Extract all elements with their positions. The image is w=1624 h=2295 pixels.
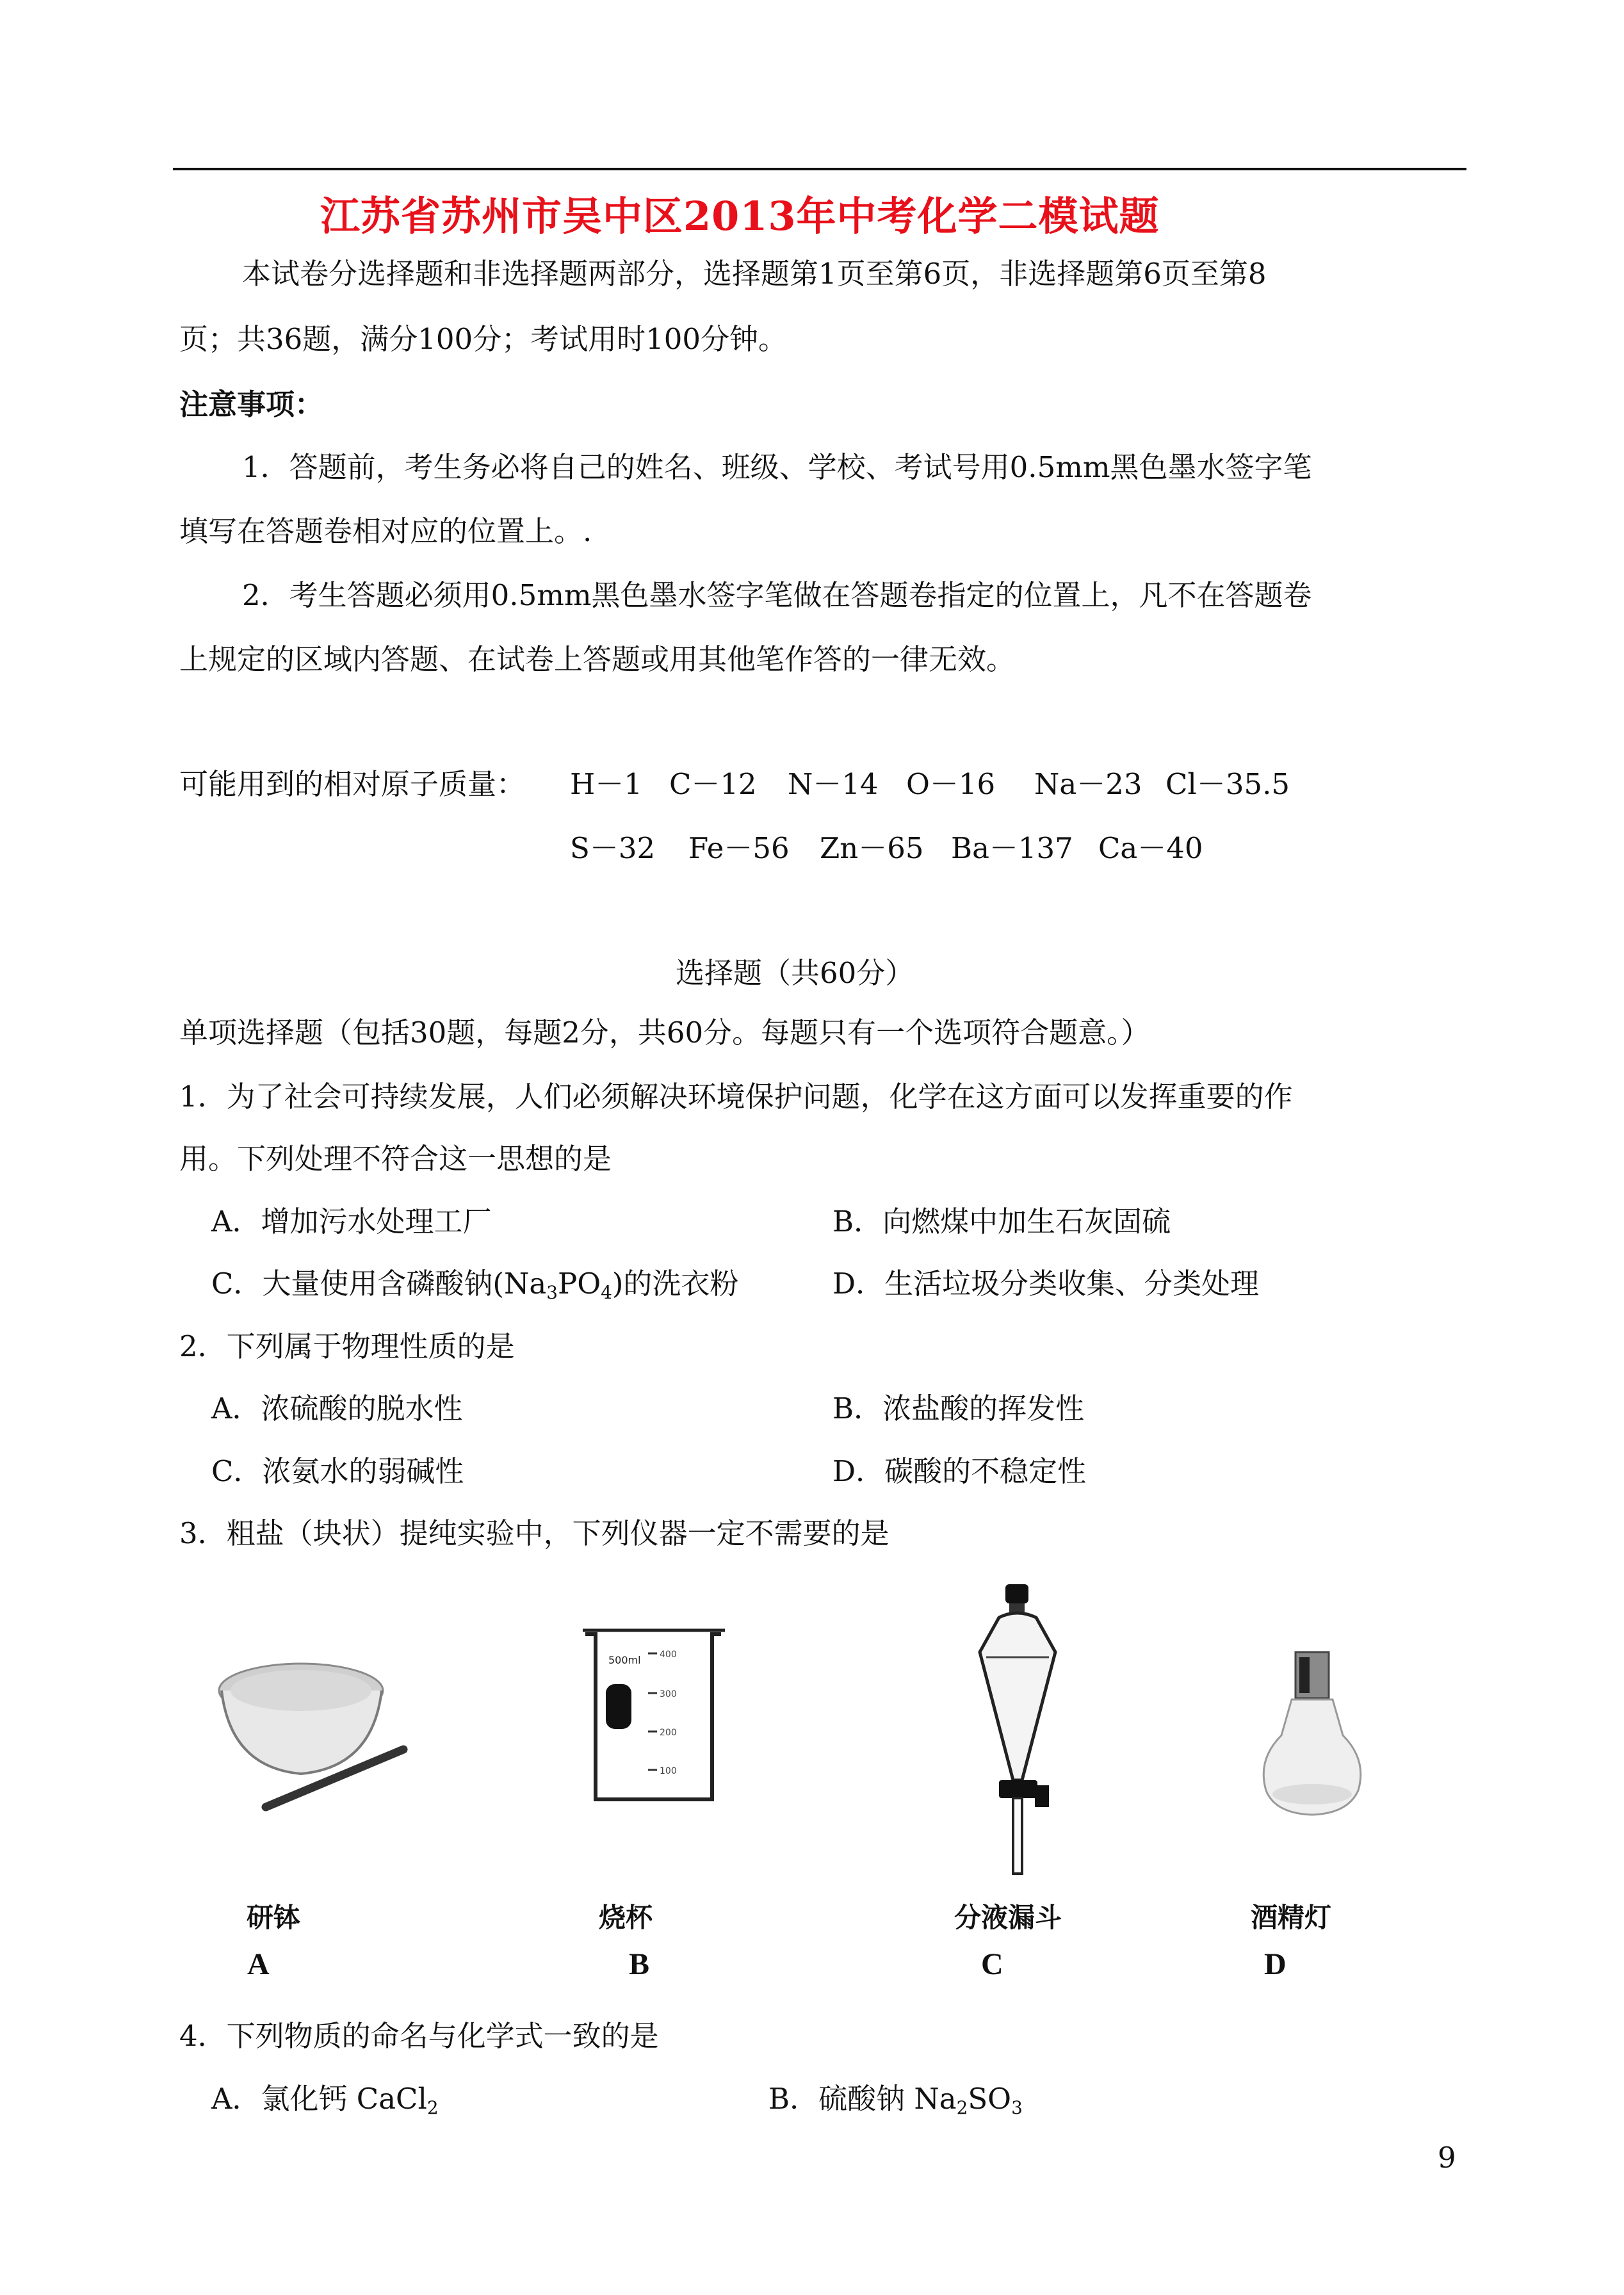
instrument-letter-c: C	[981, 1947, 1003, 1981]
atomic-mass-h: H－1	[570, 767, 642, 801]
q4-stem: 4．下列物质的命名与化学式一致的是	[179, 2019, 659, 2053]
q1-option-a: A．增加污水处理工厂	[211, 1204, 492, 1238]
notice-item-2-line-1: 2．考生答题必须用0.5mm黑色墨水签字笔做在答题卷指定的位置上，凡不在答题卷	[242, 578, 1312, 612]
q4-option-b: B．硫酸钠 $Na_2SO_3$	[768, 2082, 1023, 2118]
q1-option-c: C．大量使用含磷酸钠$(Na_3PO_4)$的洗衣粉	[211, 1267, 739, 1303]
notice-item-1-line-2: 填写在答题卷相对应的位置上。.	[179, 514, 592, 548]
page-title: 江苏省苏州市吴中区2013年中考化学二模试题	[320, 193, 1160, 239]
q2-option-b: B．浓盐酸的挥发性	[832, 1391, 1085, 1425]
beaker-mark-100: 100	[660, 1766, 677, 1776]
notice-heading: 注意事项：	[179, 387, 324, 421]
atomic-mass-c: C－12	[669, 767, 757, 801]
atomic-mass-s: S－32	[570, 831, 656, 865]
notice-item-1-line-1: 1．答题前，考生务必将自己的姓名、班级、学校、考试号用0.5mm黑色墨水签字笔	[242, 450, 1312, 484]
instrument-name-b: 烧杯	[599, 1902, 653, 1933]
q2-stem: 2．下列属于物理性质的是	[179, 1329, 515, 1363]
q1-option-b: B．向燃煤中加生石灰固硫	[832, 1204, 1171, 1238]
atomic-mass-zn: Zn－65	[820, 831, 924, 865]
atomic-mass-o: O－16	[906, 767, 996, 801]
instrument-letter-d: D	[1264, 1947, 1287, 1981]
q3-stem: 3．粗盐（块状）提纯实验中，下列仪器一定不需要的是	[179, 1516, 889, 1550]
atomic-mass-ca: Ca－40	[1098, 831, 1203, 865]
notice-item-2-line-2: 上规定的区域内答题、在试卷上答题或用其他笔作答的一律无效。	[179, 642, 1016, 676]
atomic-mass-n: N－14	[788, 767, 879, 801]
intro-line-2: 页；共36题，满分100分；考试用时100分钟。	[179, 322, 788, 356]
intro-line-1: 本试卷分选择题和非选择题两部分，选择题第1页至第6页，非选择题第6页至第8	[242, 257, 1267, 291]
q2-option-c: C．浓氨水的弱碱性	[211, 1454, 464, 1488]
instrument-letter-a: A	[247, 1947, 270, 1981]
q2-option-a: A．浓硫酸的脱水性	[211, 1391, 463, 1425]
beaker-image	[576, 1620, 730, 1812]
separatory-funnel-image	[961, 1582, 1076, 1876]
beaker-mark-300: 300	[660, 1689, 677, 1699]
atomic-mass-label: 可能用到的相对原子质量：	[179, 767, 526, 801]
page-number: 9	[1438, 2141, 1456, 2175]
q1-stem-line-2: 用。下列处理不符合这一思想的是	[179, 1142, 612, 1176]
alcohol-lamp-image	[1233, 1646, 1374, 1831]
header-rule	[173, 168, 1466, 170]
q2-option-d: D．碳酸的不稳定性	[832, 1454, 1087, 1488]
q4-option-a: A．氯化钙 CaCl$_2$	[211, 2082, 439, 2118]
instrument-name-d: 酒精灯	[1251, 1902, 1332, 1933]
beaker-capacity-mark: 500ml	[608, 1654, 641, 1666]
mortar-pestle-image	[205, 1639, 416, 1831]
instrument-name-c: 分液漏斗	[954, 1902, 1062, 1933]
atomic-mass-fe: Fe－56	[688, 831, 790, 865]
q1-option-d: D．生活垃圾分类收集、分类处理	[832, 1267, 1260, 1301]
atomic-mass-ba: Ba－137	[951, 831, 1073, 865]
beaker-mark-200: 200	[660, 1728, 677, 1738]
atomic-mass-na: Na－23	[1034, 767, 1142, 801]
instrument-letter-b: B	[629, 1947, 650, 1981]
beaker-mark-400: 400	[660, 1650, 677, 1660]
q1-stem-line-1: 1．为了社会可持续发展，人们必须解决环境保护问题，化学在这方面可以发挥重要的作	[179, 1080, 1293, 1114]
instrument-name-a: 研钵	[247, 1902, 301, 1933]
section-heading: 选择题（共60分）	[676, 956, 914, 990]
section-instruction: 单项选择题（包括30题，每题2分，共60分。每题只有一个选项符合题意。）	[179, 1016, 1150, 1050]
atomic-mass-cl: Cl－35.5	[1165, 767, 1290, 801]
